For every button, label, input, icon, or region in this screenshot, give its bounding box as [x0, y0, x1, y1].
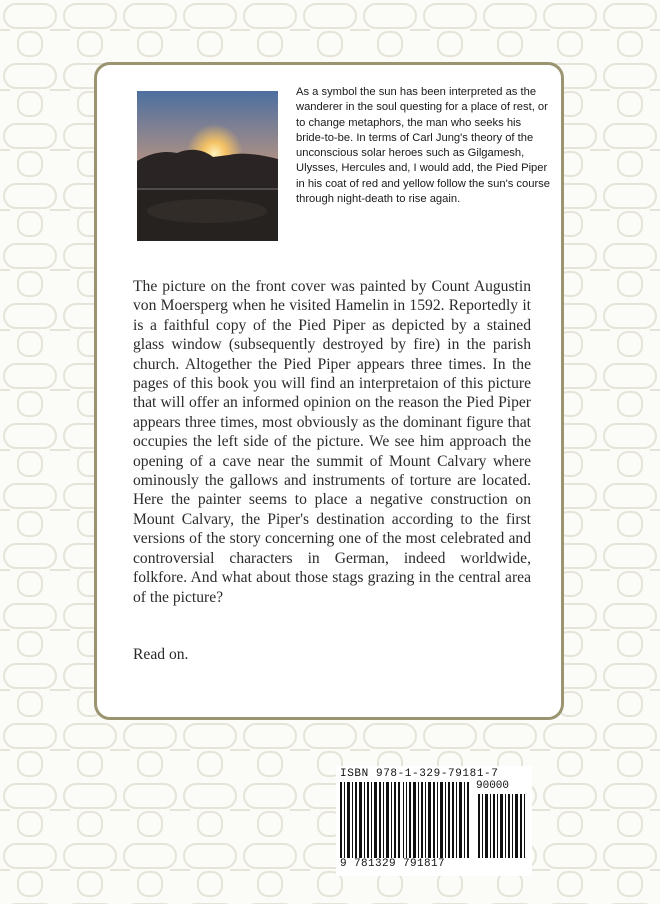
isbn-label: ISBN 978-1-329-79181-7	[340, 768, 499, 780]
content-panel	[94, 62, 564, 720]
isbn-barcode	[336, 766, 532, 876]
read-on-line: Read on.	[133, 646, 189, 663]
photo-caption: As a symbol the sun has been interpreted as the wanderer in the soul questing for a place of rest, or to change metaphors, the man who seeks his bride-to-be. In terms of Carl Jung's theory of the unconscious solar heroes such as Gilgamesh, Ulysses, Hercules and, I would add, the Pied Piper in his coat of red and yellow follow the sun's course through night-death to rise again.	[296, 86, 550, 206]
ean-digits: 9 781329 791817	[340, 858, 478, 870]
price-code: 90000	[476, 780, 510, 792]
back-cover-description: The picture on the front cover was painted by Count Augustin von Moersperg when he visited Hamelin in 1592. Reportedly it is a faithful copy of the Pied Piper as depicted by a stained glass window (subsequently destroyed by fire) in the parish church. Altogether the Pied Piper appears three times. In the pages of this book you will find an interpretaion of this picture that will offer an informed opinion on the reason the Pied Piper appears three times, most obviously as the dominant figure that occupies the left side of the picture. We see him approach the opening of a cave near the summit of Mount Calvary where ominously the gallows and instruments of torture are located. Here the painter seems to place a negative construction on Mount Calvary, the Piper's destination according to the first versions of the story concerning one of the most celebrated and controversial characters in German, indeed worldwide, folkfore. And what about those stags grazing in the central area of the picture?	[133, 278, 531, 606]
sunset-photo	[137, 91, 278, 241]
